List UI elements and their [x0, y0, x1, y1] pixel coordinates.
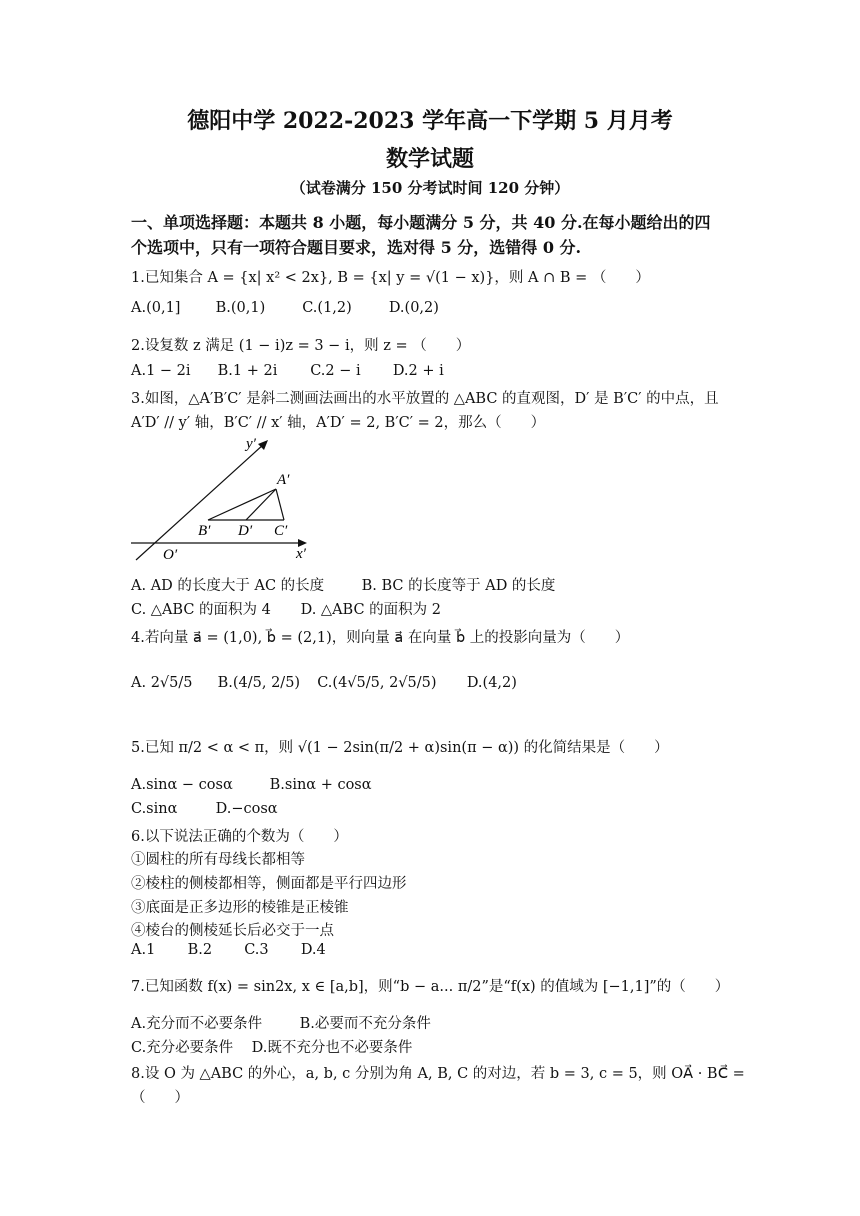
option-b: B.必要而不充分条件 [299, 1016, 431, 1032]
question-3-options-row2 [131, 598, 736, 619]
option-c: C.(1,2) [302, 300, 352, 316]
option-d: D.(4,2) [466, 675, 517, 691]
label-c-prime: C′ [274, 523, 288, 539]
question-7-options-row2 [131, 1036, 736, 1057]
option-d: D. △ABC 的面积为 2 [300, 602, 442, 618]
question-2-stem: 2.设复数 z 满足 (1 − i)z = 3 − i，则 z = （ ） [131, 338, 471, 354]
option-a: A.(0,1] [131, 300, 181, 316]
oblique-projection-figure [126, 432, 326, 562]
exam-title: 德阳中学 2022-2023 学年高一下学期 5 月月考 [187, 108, 673, 134]
label-o-prime: O′ [163, 547, 178, 562]
option-d: D.4 [300, 942, 326, 958]
option-a: A.1 − 2i [131, 363, 191, 379]
option-a: A.sinα − cosα [131, 777, 233, 793]
question-6-item-4: ④棱台的侧棱延长后必交于一点 [131, 923, 334, 939]
option-c: C.sinα [131, 801, 178, 817]
option-d: D.2 + i [392, 363, 444, 379]
question-1-stem: 1.已知集合 A = {x| x² < 2x}, B = {x| y = √(1 − x)}，则 A ∩ B = （ ） [131, 270, 650, 286]
option-c: C.3 [244, 942, 269, 958]
question-5-stem: 5.已知 π/2 < α < π，则 √(1 − 2sin(π/2 + α)sin(π − α)) 的化简结果是（ ） [131, 740, 669, 756]
question-6-item-2: ②棱柱的侧棱都相等，侧面都是平行四边形 [131, 876, 407, 892]
option-c: C.2 − i [310, 363, 361, 379]
question-1-options [131, 300, 736, 316]
question-4-options [131, 675, 736, 691]
option-a: A. AD 的长度大于 AC 的长度 [131, 578, 325, 594]
option-a: A. 2√5/5 [131, 675, 193, 691]
option-d: D.(0,2) [388, 300, 439, 316]
question-7-stem: 7.已知函数 f(x) = sin2x, x ∈ [a,b]，则“b − a... π/2”是“f(x) 的值域为 [−1,1]”的（ ） [131, 979, 730, 995]
option-c: C.充分必要条件 [131, 1040, 234, 1056]
question-5-options-row1 [131, 777, 736, 793]
option-b: B.(0,1) [215, 300, 266, 316]
option-b: B.2 [187, 942, 213, 958]
question-4-stem: 4.若向量 a⃗ = (1,0), b⃗ = (2,1)，则向量 a⃗ 在向量 b⃗ 上的投影向量为（ ） [131, 630, 630, 646]
question-8-stem-line1: 8.设 O 为 △ABC 的外心，a, b, c 分别为角 A, B, C 的对边，若 b = 3, c = 5，则 OA⃗ · BC⃗ = [131, 1066, 745, 1082]
option-b: B. BC 的长度等于 AD 的长度 [361, 578, 556, 594]
label-d-prime: D′ [238, 523, 253, 539]
option-c: C.(4√5/5, 2√5/5) [317, 675, 437, 691]
question-7-options-row1 [131, 1012, 736, 1033]
question-3-stem-line1: 3.如图，△A′B′C′ 是斜二测画法画出的水平放置的 △ABC 的直观图，D′ 是 B′C′ 的中点，且 [131, 391, 719, 407]
option-a: A.充分而不必要条件 [131, 1016, 263, 1032]
option-b: B.(4/5, 2/5) [217, 675, 301, 691]
question-6-item-1: ①圆柱的所有母线长都相等 [131, 852, 305, 868]
question-3-stem-line2: A′D′ // y′ 轴，B′C′ // x′ 轴，A′D′ = 2, B′C′ = 2，那么（ ） [131, 415, 546, 431]
option-d: D.既不充分也不必要条件 [251, 1040, 413, 1056]
question-6-options [131, 942, 736, 958]
option-c: C. △ABC 的面积为 4 [131, 602, 271, 618]
label-a-prime: A′ [277, 472, 290, 488]
option-d: D.−cosα [215, 801, 278, 817]
section-intro-line1: 一、单项选择题：本题共 8 小题，每小题满分 5 分，共 40 分.在每小题给出的四 [131, 213, 711, 232]
exam-subtitle: 数学试题 [385, 146, 474, 172]
option-a: A.1 [131, 942, 156, 958]
exam-note: （试卷满分 150 分考试时间 120 分钟） [290, 179, 570, 197]
label-b-prime: B′ [198, 523, 211, 539]
question-3-options-row1 [131, 574, 736, 595]
section-intro-line2: 个选项中，只有一项符合题目要求，选对得 5 分，选错得 0 分. [131, 238, 582, 257]
question-5-options-row2 [131, 801, 736, 817]
question-2-options [131, 363, 736, 379]
question-8-stem-line2: （ ） [131, 1090, 189, 1106]
option-b: B.1 + 2i [217, 363, 278, 379]
question-6-stem: 6.以下说法正确的个数为（ ） [131, 829, 348, 845]
question-6-item-3: ③底面是正多边形的棱锥是正棱锥 [131, 900, 349, 916]
label-x-prime: x′ [296, 546, 306, 562]
label-y-prime: y′ [246, 436, 256, 452]
option-b: B.sinα + cosα [269, 777, 372, 793]
